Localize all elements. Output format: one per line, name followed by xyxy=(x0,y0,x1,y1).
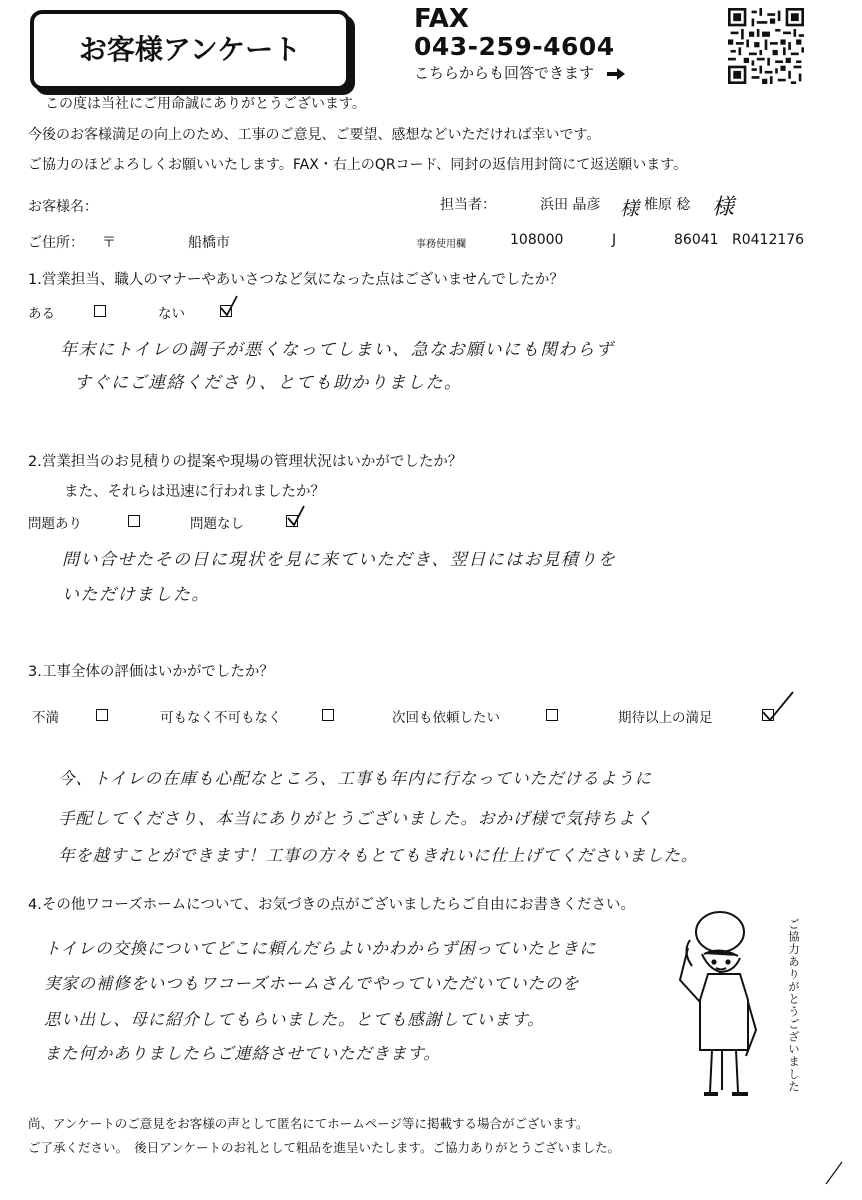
q3-option-3-label: 次回も依頼したい xyxy=(392,710,500,726)
footer-line-2: ご了承ください。 後日アンケートのお礼として粗品を進呈いたします。ご協力ありがとうございました。 xyxy=(28,1140,621,1155)
q3-question: 3.工事全体の評価はいかがでしたか？ xyxy=(28,664,274,680)
address-label: ご住所： xyxy=(28,235,84,251)
q3-checkbox-2[interactable] xyxy=(322,709,334,721)
q1-answer-line-2: すぐにご連絡くださり、とても助かりました。 xyxy=(74,373,463,393)
pen-stroke-mark xyxy=(824,1160,844,1186)
q3-option-1-label: 不満 xyxy=(32,710,59,726)
staff-1-suffix: 様 xyxy=(620,198,640,220)
q2-question-line-2: また、それらは迅速に行われましたか？ xyxy=(64,484,325,500)
check-mark-icon xyxy=(218,294,240,318)
q2-checkbox-issue[interactable] xyxy=(128,515,140,527)
page-title: お客様アンケート xyxy=(78,33,302,66)
q3-checkbox-1[interactable] xyxy=(96,709,108,721)
fax-note xyxy=(414,62,625,83)
q3-option-4-label: 期待以上の満足 xyxy=(618,710,713,726)
customer-name-label: お客様名： xyxy=(28,199,98,215)
office-code-4: R0412176 xyxy=(732,232,805,248)
office-code-2: J xyxy=(612,232,617,248)
q4-question: 4.その他ワコーズホームについて、お気づきの点がございましたらご自由にお書きください。 xyxy=(28,897,636,913)
staff-2-name: 椎原 稔 xyxy=(644,197,691,213)
q2-option-no-issue-label: 問題なし xyxy=(190,516,244,532)
q4-answer-line-3: 思い出し、母に紹介してもらいました。とても感謝しています。 xyxy=(44,1010,545,1029)
q2-answer-line-1: 問い合せたその日に現状を見に来ていただき、翌日にはお見積りを xyxy=(62,550,617,570)
title-box xyxy=(30,10,350,90)
check-mark-icon xyxy=(760,690,796,724)
staff-label: 担当者： xyxy=(440,197,496,213)
q1-option-no-label: ない xyxy=(158,306,185,322)
q1-option-yes xyxy=(28,302,55,322)
q3-option-2-label: 可もなく不可もなく xyxy=(160,710,282,726)
fax-note-text: こちらからも回答できます xyxy=(414,64,595,82)
staff-2-suffix: 様 xyxy=(712,195,735,220)
q1-question: 1.営業担当、職人のマナーやあいさつなど気になった点はございませんでしたか？ xyxy=(28,272,564,288)
staff-1-name: 浜田 晶彦 xyxy=(540,197,601,213)
fax-label: FAX xyxy=(414,4,469,34)
q2-option-issue-label: 問題あり xyxy=(28,516,82,532)
q4-answer-line-1: トイレの交換についてどこに頼んだらよいかわからず困っていたときに xyxy=(44,939,597,958)
q4-answer-line-4: また何かありましたらご連絡させていただきます。 xyxy=(44,1044,441,1063)
office-use-label: 事務使用欄 xyxy=(416,239,466,250)
qr-code-icon[interactable] xyxy=(728,8,804,84)
q1-answer-line-1: 年末にトイレの調子が悪くなってしまい、急なお願いにも関わらず xyxy=(60,340,615,360)
footer-line-1: 尚、アンケートのご意見をお客様の声として匿名にてホームページ等に掲載する場合がございます。 xyxy=(28,1116,589,1131)
check-mark-icon xyxy=(285,504,307,528)
q1-option-yes-label: ある xyxy=(28,306,55,322)
q1-checkbox-yes[interactable] xyxy=(94,305,106,317)
thanks-vertical-note: ご協力ありがとうございました xyxy=(787,918,801,1093)
intro-line-3: ご協力のほどよろしくお願いいたします。FAX・右上のQRコード、同封の返信用封筒にて返送願います。 xyxy=(28,157,688,173)
q3-answer-line-2: 手配してくださり、本当にありがとうございました。おかげ様で気持ちよく xyxy=(58,809,653,828)
q2-answer-line-2: いただけました。 xyxy=(62,585,210,605)
q4-answer-line-2: 実家の補修をいつもワコーズホームさんでやっていただいていたのを xyxy=(44,974,580,993)
q2-question-line-1: 2.営業担当のお見積りの提案や現場の管理状況はいかがでしたか？ xyxy=(28,454,463,470)
office-code-1: 108000 xyxy=(510,232,564,248)
bowing-man-illustration xyxy=(660,910,772,1106)
q3-checkbox-3[interactable] xyxy=(546,709,558,721)
intro-line-1: この度は当社にご用命誠にありがとうございます。 xyxy=(45,96,366,112)
city: 船橋市 xyxy=(188,235,230,251)
arrow-right-icon xyxy=(607,68,625,80)
postal-mark: 〒 xyxy=(102,235,116,251)
q3-answer-line-3: 年を越すことができます！工事の方々もとてもきれいに仕上げてくださいました。 xyxy=(58,846,699,865)
intro-line-2: 今後のお客様満足の向上のため、工事のご意見、ご要望、感想などいただければ幸いです。 xyxy=(28,127,601,143)
q3-answer-line-1: 今、トイレの在庫も心配なところ、工事も年内に行なっていただけるように xyxy=(58,769,653,788)
fax-number: 043-259-4604 xyxy=(414,32,615,61)
office-code-3: 86041 xyxy=(674,232,719,248)
